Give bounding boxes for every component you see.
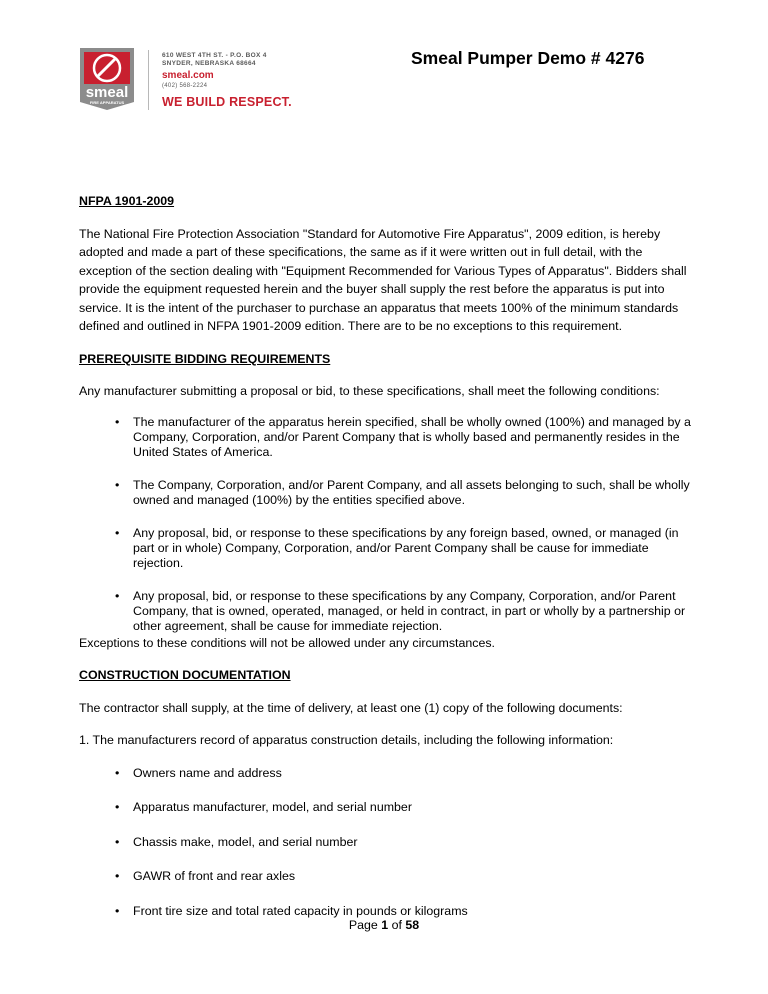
bullet-icon: • [115, 765, 120, 780]
list-item [79, 415, 691, 460]
nfpa-heading: NFPA 1901-2009 [79, 194, 175, 208]
bullet-icon: • [115, 903, 120, 918]
page-number: 1 [381, 918, 389, 932]
logo-text: smeal [85, 84, 129, 101]
bullet-icon: • [115, 834, 120, 849]
company-website: smeal.com [162, 70, 214, 81]
page-footer [0, 918, 768, 932]
list-item-text: Apparatus manufacturer, model, and serial number [133, 800, 412, 814]
list-item-text: The Company, Corporation, and/or Parent Company, and all assets belonging to such, shall be wholly owned and managed (100%) by the entities specified above. [133, 477, 690, 507]
of-label: of [388, 918, 406, 932]
nfpa-paragraph: The National Fire Protection Association "Standard for Automotive Fire Apparatus", 2009 edition, is hereby adopted and made a part of these specifications, the same as if it were written out in full detail, with the exception of the section dealing with "Equipment Recommended for Various Types of Apparatus". Bidders shall provide the equipment requested herein and the buyer shall supply the rest before the apparatus is put into service. It is the intent of the purchaser to purchase an apparatus that meets 100% of the minimum standards defined and outlined in NFPA 1901-2009 edition. There are to be no exceptions to this requirement. [79, 226, 687, 333]
prereq-closing: Exceptions to these conditions will not be allowed under any circumstances. [79, 635, 495, 650]
bullet-icon: • [115, 525, 120, 540]
list-item [79, 764, 691, 783]
logo-subtext: FIRE APPARATUS [89, 100, 125, 105]
bullet-icon: • [115, 869, 120, 883]
document-body [79, 192, 691, 920]
document-title: Smeal Pumper Demo # 4276 [411, 48, 645, 68]
page-total: 58 [405, 918, 420, 932]
bullet-icon: • [115, 477, 120, 492]
construction-heading: CONSTRUCTION DOCUMENTATION [79, 668, 291, 682]
bullet-icon: • [115, 414, 120, 429]
company-slogan: WE BUILD RESPECT. [162, 95, 292, 109]
construction-intro: The contractor shall supply, at the time of delivery, at least one (1) copy of the following documents: [79, 700, 623, 715]
header-divider [148, 50, 149, 110]
list-item [79, 867, 691, 886]
page-label: Page [348, 918, 382, 932]
list-item [79, 589, 691, 634]
list-item [79, 798, 691, 817]
bullet-icon: • [115, 588, 120, 603]
list-item-text: Any proposal, bid, or response to these specifications by any Company, Corporation, and/or Parent Company, that is owned, operated, managed, or held in contract, in part or wholly by a partnership or other agreement, shall be cause for immediate rejection. [133, 588, 686, 633]
company-phone: (402) 568-2224 [162, 83, 208, 89]
list-item-text: Chassis make, model, and serial number [133, 834, 358, 849]
prereq-intro: Any manufacturer submitting a proposal or bid, to these specifications, shall meet the following conditions: [79, 384, 660, 398]
smeal-logo [78, 44, 136, 112]
list-item [79, 478, 691, 508]
address-line-1: 610 WEST 4TH ST. - P.O. BOX 4 [162, 52, 267, 59]
list-item-text: Owners name and address [133, 765, 282, 780]
list-item [79, 833, 691, 852]
list-item-text: Front tire size and total rated capacity in pounds or kilograms [133, 903, 468, 918]
company-address [162, 52, 267, 68]
address-line-2: SNYDER, NEBRASKA 68664 [162, 60, 256, 67]
list-item-text: GAWR of front and rear axles [133, 869, 296, 883]
construction-list [79, 764, 691, 921]
list-item-text: The manufacturer of the apparatus herein specified, shall be wholly owned (100%) and managed by a Company, Corporation, and/or Parent Company that is wholly based and permanently resides in the United States of America. [133, 414, 691, 459]
list-item-text: Any proposal, bid, or response to these specifications by any foreign based, owned, or managed (in part or in whole) Company, Corporation, and/or Parent Company shall be cause for immediate rejection. [133, 525, 679, 570]
bullet-icon: • [115, 800, 120, 814]
construction-item-1: 1. The manufacturers record of apparatus construction details, including the following information: [79, 733, 614, 747]
prereq-heading: PREREQUISITE BIDDING REQUIREMENTS [79, 351, 331, 366]
prereq-list [79, 415, 691, 634]
list-item [79, 526, 691, 571]
